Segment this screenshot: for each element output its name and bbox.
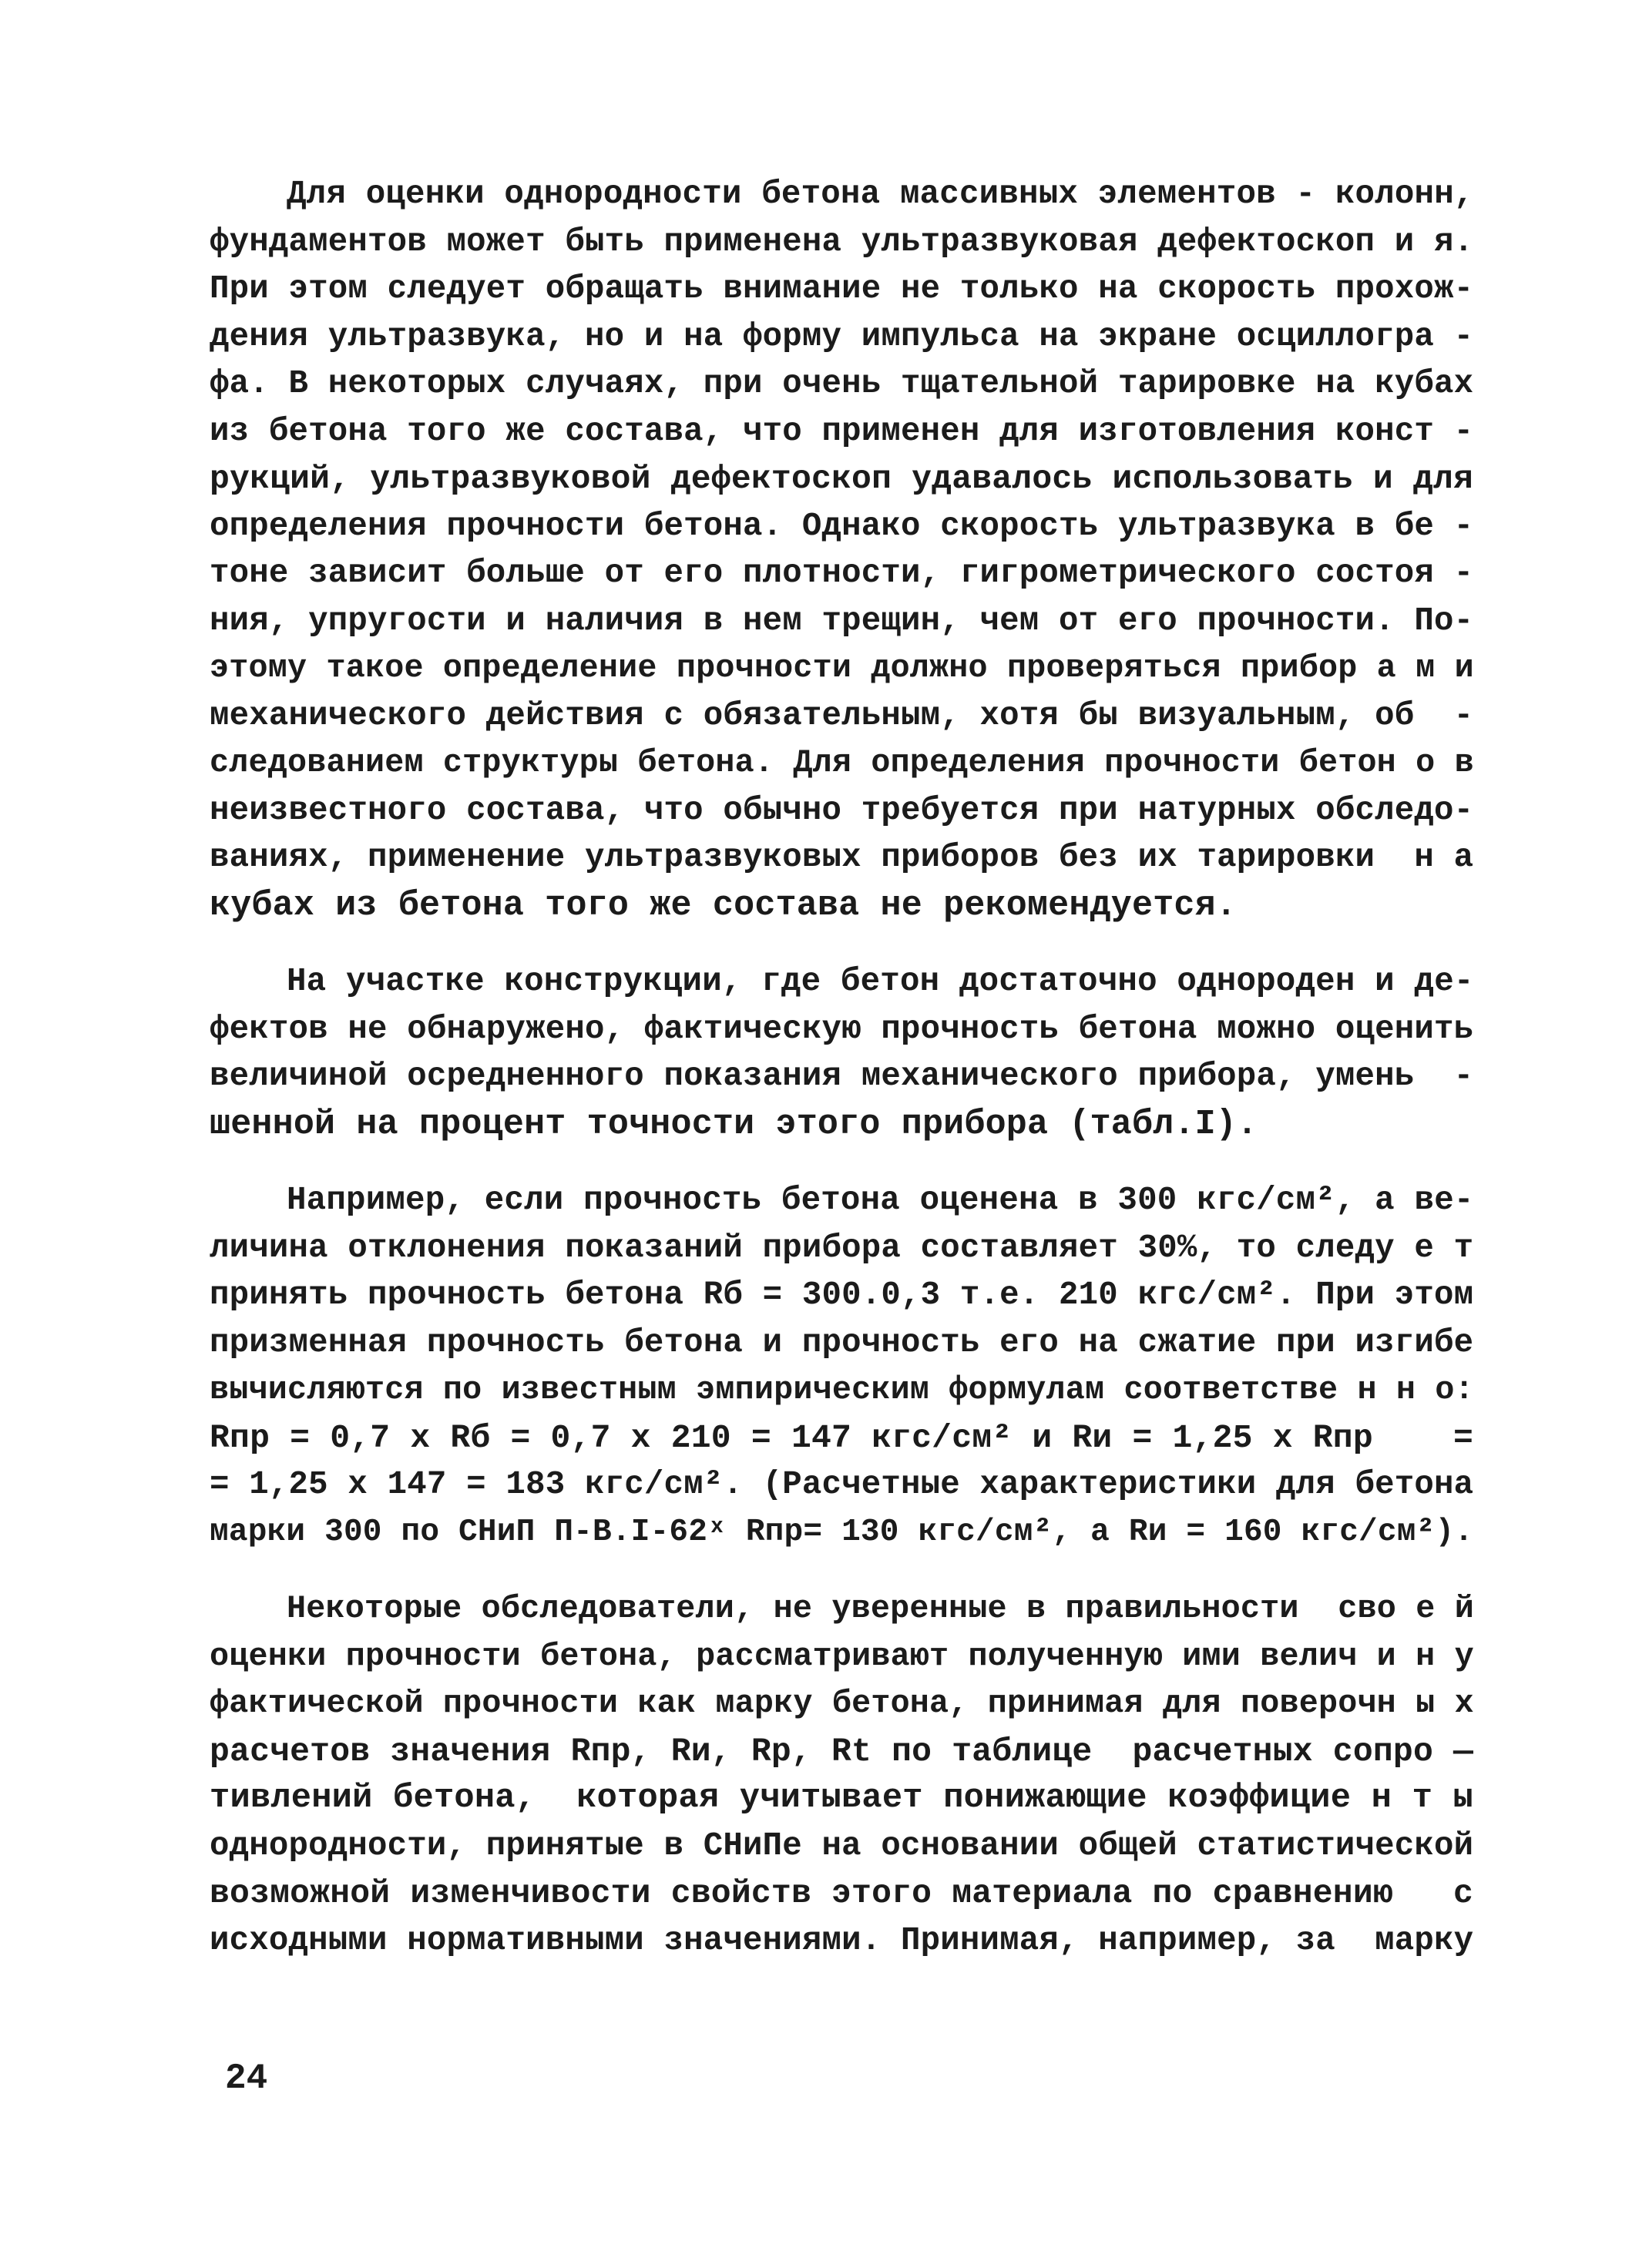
text-line: ваниях, применение ультразвуковых приборов без их тарировки н а: [210, 839, 1474, 876]
text-line: тоне зависит больше от его плотности, гигрометрического состоя -: [210, 555, 1474, 592]
text-line: из бетона того же состава, что применен для изготовления конст -: [210, 412, 1474, 450]
paragraph-1: [210, 171, 1473, 929]
text-line: Некоторые обследователи, не уверенные в правильности сво е й: [287, 1590, 1475, 1627]
text-line: фектов не обнаружено, фактическую прочность бетона можно оценить: [210, 1010, 1474, 1048]
text-line: величиной осредненного показания механического прибора, умень -: [210, 1058, 1474, 1095]
text-line: неизвестного состава, что обычно требуется при натурных обследо-: [210, 791, 1474, 829]
text-line: На участке конструкции, где бетон достаточно однороден и де-: [287, 963, 1474, 1000]
text-line: Для оценки однородности бетона массивных элементов - колонн,: [287, 176, 1474, 213]
formula-line: = 1,25 х 147 = 183 кгс/см². (Расчетные характеристики для бетона: [210, 1466, 1474, 1503]
text-line: рукций, ультразвуковой дефектоскоп удавалось использовать и для: [210, 460, 1474, 498]
text-line: кубах из бетона того же состава не рекомендуется.: [210, 885, 1238, 925]
text-line: тивлений бетона, которая учитывает понижающие коэффицие н т ы: [210, 1780, 1473, 1817]
text-line: исходными нормативными значениями. Принимая, например, за марку: [210, 1921, 1474, 1959]
text-line: вычисляются по известным эмпирическим формулам соответстве н н о:: [210, 1371, 1474, 1408]
paragraph-3: [210, 1177, 1473, 1556]
text-line: фактической прочности как марку бетона, принимая для поверочн ы х: [210, 1685, 1474, 1722]
text-line: личина отклонения показаний прибора составляет 30%, то следу е т: [210, 1229, 1474, 1267]
text-line: призменная прочность бетона и прочность его на сжатие при изгибе: [210, 1324, 1474, 1361]
text-line: При этом следует обращать внимание не только на скорость прохож-: [210, 270, 1474, 307]
text-line: возможной изменчивости свойств этого материала по сравнению с: [210, 1874, 1474, 1912]
text-line: следованием структуры бетона. Для определения прочности бетон о в: [210, 744, 1474, 781]
text-line: дения ультразвука, но и на форму импульса на экране осциллогра -: [210, 317, 1474, 355]
formula-line: марки 300 по СНиП П-В.I-62ˣ Rпр= 130 кгс/см², а Rи = 160 кгс/см²).: [210, 1514, 1474, 1550]
text-line: однородности, принятые в СНиПе на основании общей статистической: [210, 1827, 1474, 1864]
text-line: оценки прочности бетона, рассматривают полученную ими велич и н у: [210, 1637, 1474, 1675]
text-line: расчетов значения Rпр, Rи, Rр, Rt по таблице расчетных сопро —: [210, 1732, 1474, 1770]
text-line: этому такое определение прочности должно проверяться прибор а м и: [210, 649, 1474, 686]
text-line: определения прочности бетона. Однако скорость ультразвука в бе -: [210, 507, 1474, 545]
text-line: принять прочность бетона Rб = 300.0,3 т.е. 210 кгс/см². При этом: [210, 1277, 1474, 1313]
formula-line: Rпр = 0,7 х Rб = 0,7 х 210 = 147 кгс/см² и Rи = 1,25 х Rпр =: [210, 1418, 1474, 1457]
document-body: [210, 171, 1473, 1994]
paragraph-2: [210, 958, 1473, 1148]
text-line: механического действия с обязательным, хотя бы визуальным, об -: [210, 696, 1474, 734]
text-line: фундаментов может быть применена ультразвуковая дефектоскоп и я.: [210, 223, 1474, 260]
text-line: Например, если прочность бетона оценена в 300 кгс/см², а ве-: [287, 1182, 1474, 1219]
paragraph-4: [210, 1585, 1473, 1964]
text-line: ния, упругости и наличия в нем трещин, чем от его прочности. По-: [210, 602, 1474, 639]
text-line: фа. В некоторых случаях, при очень тщательной тарировке на кубах: [210, 365, 1474, 402]
text-line: шенной на процент точности этого прибора (табл.I).: [210, 1104, 1258, 1144]
page-number: 24: [225, 2058, 268, 2099]
